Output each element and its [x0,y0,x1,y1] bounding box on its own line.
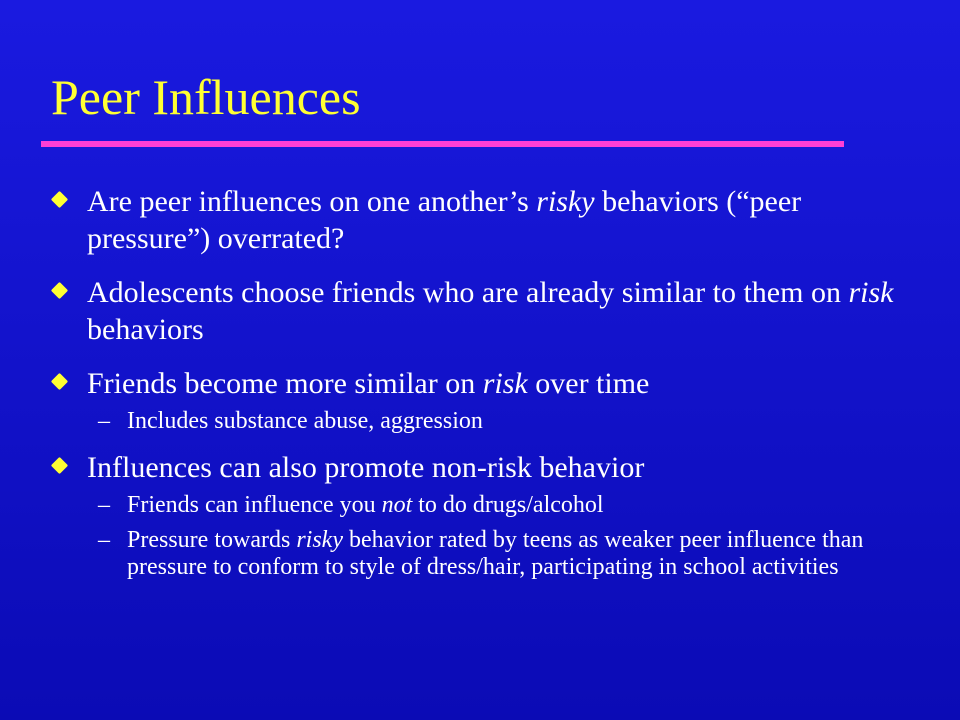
bullet-list [51,183,911,589]
sub-bullet-emphasis: risky [296,527,343,553]
bullet-text: Are peer influences on one another’s [87,185,537,218]
diamond-bullet-icon [51,373,68,390]
bullet-emphasis: risk [482,367,528,400]
sub-bullet-text: Pressure towards [127,527,297,553]
bullet-item-2 [51,274,911,348]
diamond-bullet-icon [51,191,68,208]
dash-marker: – [98,527,110,553]
diamond-bullet-icon [51,457,68,474]
bullet-text: behaviors (“peer pressure”) overrated? [87,185,802,255]
bullet-item-4 [51,449,911,486]
sub-bullet-item [51,492,911,519]
sub-bullet-text: to do drugs/alcohol [412,492,604,518]
sub-bullet-text: Friends can influence you [127,492,382,518]
title-underline-rule [41,141,844,147]
sub-bullet-emphasis: not [381,492,413,518]
bullet-emphasis: risk [848,276,894,309]
bullet-emphasis: risky [536,185,595,218]
slide-title: Peer Influences [51,69,361,125]
bullet-text: behaviors [87,313,204,346]
bullet-text: Friends become more similar on [87,367,483,400]
diamond-bullet-icon [51,282,68,299]
bullet-text: Adolescents choose friends who are already similar to them on [87,276,849,309]
dash-marker: – [98,408,110,434]
dash-marker: – [98,492,110,518]
bullet-item-1 [51,183,911,257]
sub-bullet-item [51,408,911,435]
bullet-item-3 [51,365,911,402]
sub-bullet-item [51,527,911,581]
bullet-text: Influences can also promote non-risk behavior [87,451,645,484]
sub-bullet-text: behavior rated by teens as weaker peer influence than pressure to conform to style of dress/hair, participating in school activities [127,527,864,580]
sub-bullet-text: Includes substance abuse, aggression [127,408,483,434]
bullet-text: over time [527,367,650,400]
